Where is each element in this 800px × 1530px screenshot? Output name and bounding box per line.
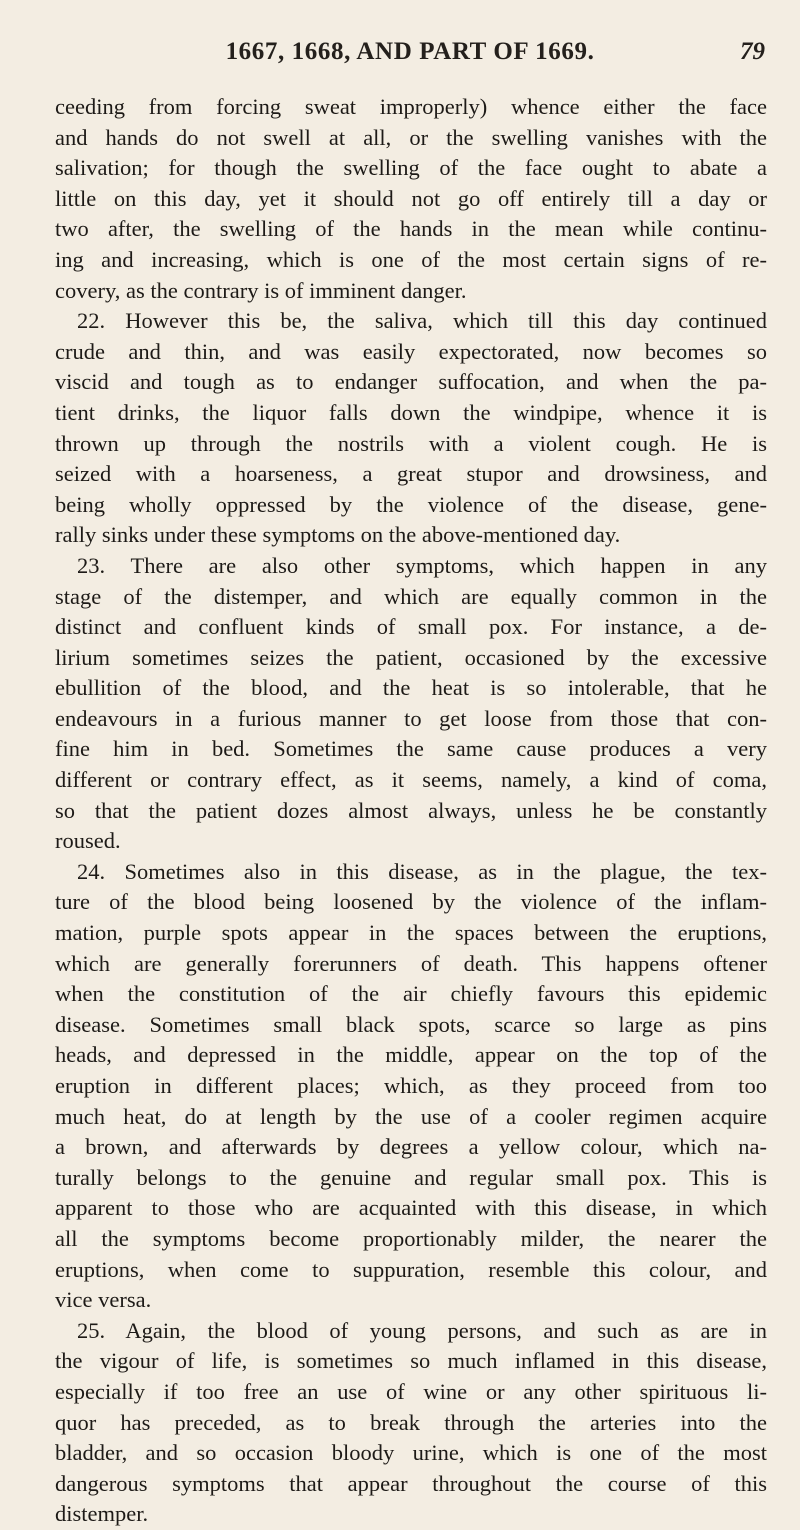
text-line: so that the patient dozes almost always, unless he be constantly xyxy=(55,797,767,823)
text-line: the vigour of life, is sometimes so much inflamed in this disease, xyxy=(55,1348,767,1374)
text-line: stage of the distemper, and which are equally common in the xyxy=(55,583,767,609)
text-line: crude and thin, and was easily expectorated, now becomes so xyxy=(55,338,767,364)
text-line: eruptions, when come to suppuration, resemble this colour, and xyxy=(55,1256,767,1282)
text-line: being wholly oppressed by the violence of the disease, gene- xyxy=(55,491,767,517)
body-text xyxy=(55,92,767,1530)
text-line: seized with a hoarseness, a great stupor and drowsiness, and xyxy=(55,461,767,487)
text-line: roused. xyxy=(55,828,121,854)
text-line: bladder, and so occasion bloody urine, which is one of the most xyxy=(55,1440,767,1466)
text-line: and hands do not swell at all, or the swelling vanishes with the xyxy=(55,124,767,150)
text-line: ebullition of the blood, and the heat is so intolerable, that he xyxy=(55,675,767,701)
text-line: tient drinks, the liquor falls down the windpipe, whence it is xyxy=(55,399,767,425)
text-line: lirium sometimes seizes the patient, occasioned by the excessive xyxy=(55,644,767,670)
text-line: viscid and tough as to endanger suffocation, and when the pa- xyxy=(55,369,767,395)
text-line: vice versa. xyxy=(55,1287,152,1313)
text-line: distinct and confluent kinds of small pox. For instance, a de- xyxy=(55,614,767,640)
text-line: quor has preceded, as to break through the arteries into the xyxy=(55,1409,767,1435)
text-line: ing and increasing, which is one of the most certain signs of re- xyxy=(55,246,767,272)
text-line: rally sinks under these symptoms on the above-mentioned day. xyxy=(55,522,621,548)
text-line: apparent to those who are acquainted with this disease, in which xyxy=(55,1195,767,1221)
text-line: endeavours in a furious manner to get loose from those that con- xyxy=(55,705,767,731)
text-line: different or contrary effect, as it seems, namely, a kind of coma, xyxy=(55,767,767,793)
text-line: when the constitution of the air chiefly favours this epidemic xyxy=(55,981,767,1007)
text-line: all the symptoms become proportionably milder, the nearer the xyxy=(55,1225,767,1251)
text-line: 23. There are also other symptoms, which happen in any xyxy=(77,552,767,578)
running-head xyxy=(55,38,765,74)
text-line: which are generally forerunners of death. This happens oftener xyxy=(55,950,767,976)
text-line: 22. However this be, the saliva, which till this day continued xyxy=(77,308,767,334)
text-line: disease. Sometimes small black spots, scarce so large as pins xyxy=(55,1011,767,1037)
text-line: ceeding from forcing sweat improperly) whence either the face xyxy=(55,94,767,119)
text-line: distemper. xyxy=(55,1501,149,1527)
text-line: covery, as the contrary is of imminent danger. xyxy=(55,277,467,303)
text-line: a brown, and afterwards by degrees a yellow colour, which na- xyxy=(55,1134,767,1160)
text-line: mation, purple spots appear in the spaces between the eruptions, xyxy=(55,920,767,946)
text-line: turally belongs to the genuine and regular small pox. This is xyxy=(55,1164,767,1190)
text-line: 25. Again, the blood of young persons, and such as are in xyxy=(77,1317,767,1343)
text-line: eruption in different places; which, as they proceed from too xyxy=(55,1073,767,1098)
text-line: little on this day, yet it should not go off entirely till a day or xyxy=(55,185,767,211)
page-number: 79 xyxy=(740,38,765,65)
running-head-title: 1667, 1668, AND PART OF 1669. xyxy=(225,38,595,65)
text-line: ture of the blood being loosened by the violence of the inflam- xyxy=(55,889,767,915)
text-line: salivation; for though the swelling of the face ought to abate a xyxy=(55,155,767,181)
text-line: much heat, do at length by the use of a cooler regimen acquire xyxy=(55,1103,767,1129)
text-line: two after, the swelling of the hands in the mean while continu- xyxy=(55,216,767,242)
text-line: thrown up through the nostrils with a violent cough. He is xyxy=(55,430,767,456)
text-line: dangerous symptoms that appear throughout the course of this xyxy=(55,1470,767,1496)
text-line: heads, and depressed in the middle, appear on the top of the xyxy=(55,1042,767,1068)
text-line: 24. Sometimes also in this disease, as in the plague, the tex- xyxy=(77,858,767,884)
text-line: especially if too free an use of wine or any other spirituous li- xyxy=(55,1378,767,1404)
text-line: fine him in bed. Sometimes the same cause produces a very xyxy=(55,736,767,762)
